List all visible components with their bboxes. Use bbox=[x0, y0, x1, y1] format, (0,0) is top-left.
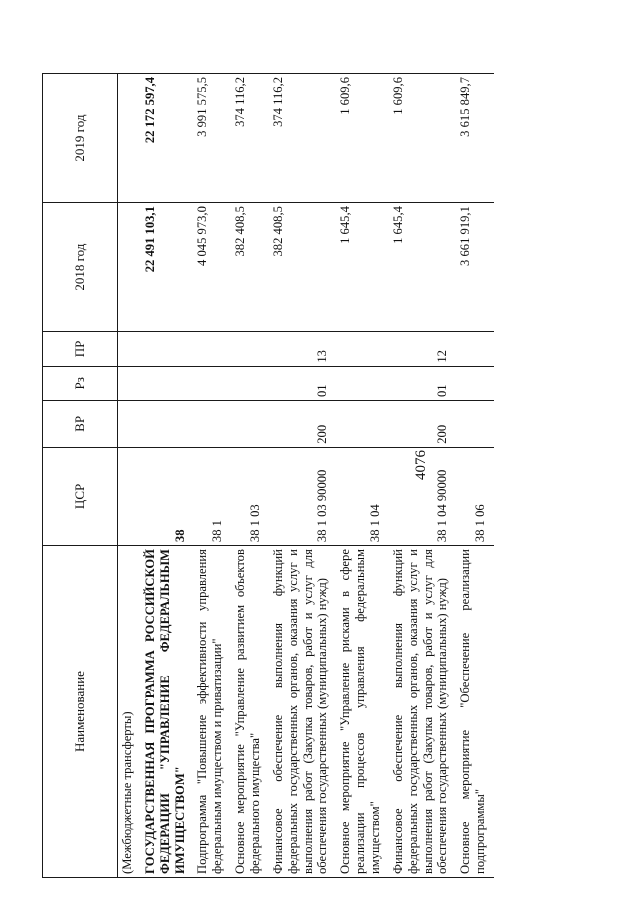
row-vr: 200 bbox=[269, 401, 336, 448]
row-pr: 12 bbox=[389, 332, 456, 366]
table-header-row bbox=[43, 74, 118, 878]
row-2018: 22 491 103,1 bbox=[141, 203, 194, 332]
row-vr bbox=[336, 401, 389, 448]
row-2019: 22 172 597,4 bbox=[141, 74, 194, 203]
table-row bbox=[456, 74, 494, 878]
row-rz: 01 bbox=[389, 366, 456, 400]
row-csr: 38 1 06 bbox=[456, 447, 494, 545]
header-pr: ПР bbox=[43, 332, 118, 366]
row-name: ГОСУДАРСТВЕННАЯ ПРОГРАММА РОССИЙСКОЙ ФЕДЕРАЦИИ "УПРАВЛЕНИЕ ФЕДЕРАЛЬНЫМ ИМУЩЕСТВОМ" bbox=[141, 546, 194, 878]
row-csr: 38 1 03 bbox=[231, 447, 269, 545]
row-csr bbox=[118, 447, 141, 545]
header-csr: ЦСР bbox=[43, 447, 118, 545]
row-pr: 13 bbox=[269, 332, 336, 366]
header-2019: 2019 год bbox=[43, 74, 118, 203]
row-csr: 38 1 04 90000 bbox=[389, 447, 456, 545]
row-2018: 3 661 919,1 bbox=[456, 203, 494, 332]
row-pr bbox=[336, 332, 389, 366]
row-2019: 3 991 575,5 bbox=[193, 74, 231, 203]
row-2019: 1 609,6 bbox=[389, 74, 456, 203]
table-row bbox=[336, 74, 389, 878]
row-name: Финансовое обеспечение выполнения функций федеральных государственных органов, оказания услуг и выполнения работ (Закупка товаров, работ и услуг для обеспечения государственных (муниципальных) нужд) bbox=[389, 546, 456, 878]
table-row bbox=[141, 74, 194, 878]
row-name: Основное мероприятие "Управление рисками в сфере реализации процессов управления федеральным имуществом" bbox=[336, 546, 389, 878]
row-rz bbox=[336, 366, 389, 400]
page-number: 4076 bbox=[413, 450, 429, 480]
row-name: Основное мероприятие "Обеспечение реализации подпрограммы" bbox=[456, 546, 494, 878]
row-pr bbox=[231, 332, 269, 366]
budget-table bbox=[42, 73, 494, 878]
row-vr bbox=[118, 401, 141, 448]
row-vr bbox=[141, 401, 194, 448]
row-2019: 374 116,2 bbox=[269, 74, 336, 203]
header-2018: 2018 год bbox=[43, 203, 118, 332]
row-2018: 382 408,5 bbox=[231, 203, 269, 332]
row-rz bbox=[118, 366, 141, 400]
row-vr bbox=[193, 401, 231, 448]
row-rz bbox=[231, 366, 269, 400]
row-rz bbox=[141, 366, 194, 400]
row-pr bbox=[456, 332, 494, 366]
row-name: Финансовое обеспечение выполнения функций федеральных государственных органов, оказания услуг и выполнения работ (Закупка товаров, работ и услуг для обеспечения государственных (муниципальных) нужд) bbox=[269, 546, 336, 878]
row-csr: 38 bbox=[141, 447, 194, 545]
header-vr: ВР bbox=[43, 401, 118, 448]
row-2019: 374 116,2 bbox=[231, 74, 269, 203]
row-2018: 1 645,4 bbox=[389, 203, 456, 332]
row-2019: 3 615 849,7 bbox=[456, 74, 494, 203]
row-name: (Межбюджетные трансферты) bbox=[118, 546, 141, 878]
row-vr: 200 bbox=[389, 401, 456, 448]
table-row bbox=[193, 74, 231, 878]
row-vr bbox=[231, 401, 269, 448]
row-pr bbox=[193, 332, 231, 366]
row-rz: 01 bbox=[269, 366, 336, 400]
table-row bbox=[118, 74, 141, 878]
row-vr bbox=[456, 401, 494, 448]
row-name: Подпрограмма "Повышение эффективности управления федеральным имуществом и приватизации" bbox=[193, 546, 231, 878]
table-row bbox=[231, 74, 269, 878]
row-csr: 38 1 04 bbox=[336, 447, 389, 545]
table-row bbox=[269, 74, 336, 878]
row-2018: 1 645,4 bbox=[336, 203, 389, 332]
row-pr bbox=[118, 332, 141, 366]
row-rz bbox=[456, 366, 494, 400]
row-2018 bbox=[118, 203, 141, 332]
row-rz bbox=[193, 366, 231, 400]
row-csr: 38 1 bbox=[193, 447, 231, 545]
row-2018: 382 408,5 bbox=[269, 203, 336, 332]
row-csr: 38 1 03 90000 bbox=[269, 447, 336, 545]
row-name: Основное мероприятие "Управление развитием объектов федерального имущества" bbox=[231, 546, 269, 878]
header-rz: Рз bbox=[43, 366, 118, 400]
row-2019: 1 609,6 bbox=[336, 74, 389, 203]
row-2018: 4 045 973,0 bbox=[193, 203, 231, 332]
header-name: Наименование bbox=[43, 546, 118, 878]
table-row bbox=[389, 74, 456, 878]
row-2019 bbox=[118, 74, 141, 203]
row-pr bbox=[141, 332, 194, 366]
